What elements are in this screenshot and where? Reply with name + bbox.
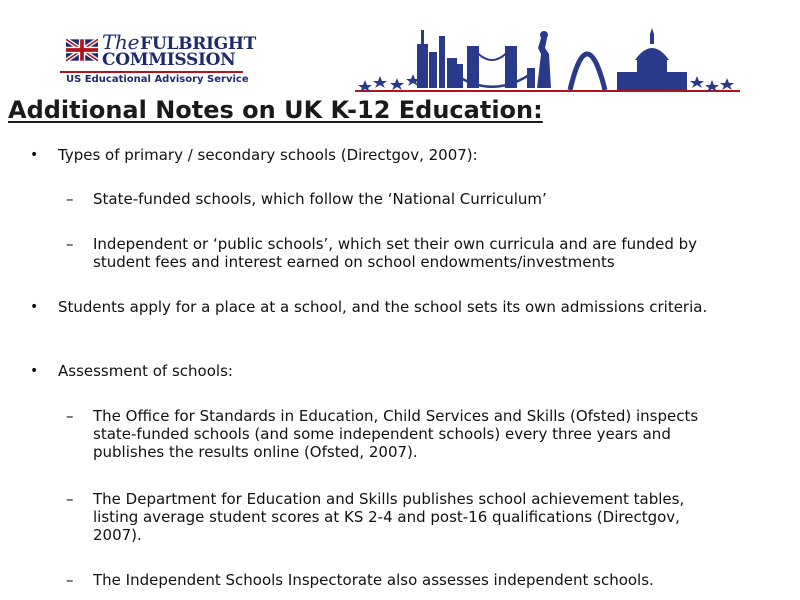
bullet-admissions: • Students apply for a place at a school, and the school sets its own admissions criteria. (58, 298, 738, 316)
sub-bullet-ofsted: – The Office for Standards in Education, Child Services and Skills (Ofsted) inspects state-funded schools (and some independent schools) every three years and publishes the results online (Ofsted, 2007). (93, 407, 733, 461)
header-banner (0, 0, 800, 95)
logo-divider (60, 71, 243, 73)
us-skyline-banner (355, 28, 740, 92)
sub-bullet-isi: – The Independent Schools Inspectorate also assesses independent schools. (93, 571, 733, 589)
star-icon (358, 74, 420, 92)
sub-bullet-state-funded: – State-funded schools, which follow the ‘National Curriculum’ (93, 190, 733, 208)
sub-bullet-independent: – Independent or ‘public schools’, which set their own curricula and are funded by student fees and interest earned on school endowments/investments (93, 235, 733, 271)
star-icon (690, 76, 734, 92)
fulbright-logo: TheFULBRIGHT COMMISSION (102, 30, 256, 70)
page-title: Additional Notes on UK K-12 Education: (8, 96, 543, 124)
union-jack-flag-icon (66, 38, 98, 62)
logo-subtitle: US Educational Advisory Service (66, 74, 249, 85)
bullet-school-types: • Types of primary / secondary schools (Directgov, 2007): (58, 146, 738, 164)
sub-bullet-dfes-tables: – The Department for Education and Skills publishes school achievement tables, listing average student scores at KS 2-4 and post-16 qualifications (Directgov, 2007). (93, 490, 733, 544)
bullet-assessment: • Assessment of schools: (58, 362, 738, 380)
